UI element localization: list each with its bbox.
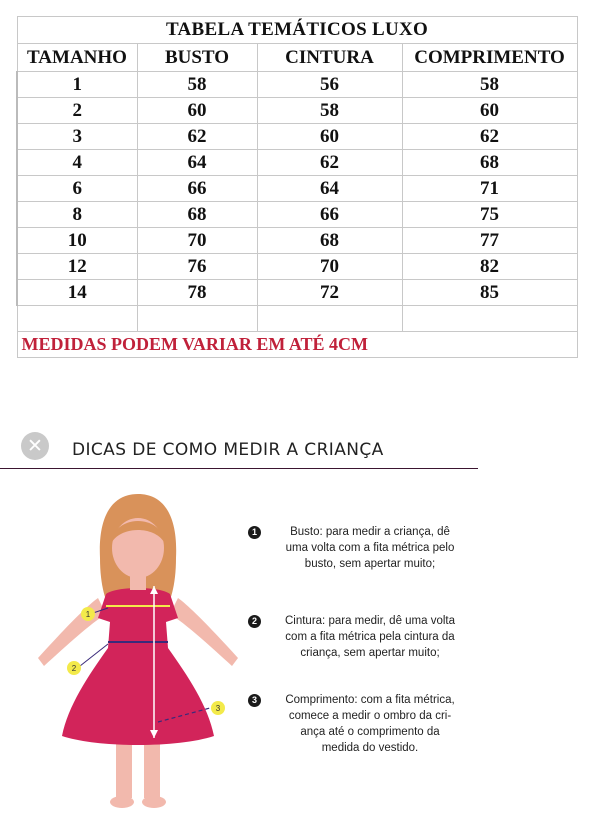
cell: 85 bbox=[402, 280, 577, 306]
cell: 78 bbox=[137, 280, 257, 306]
cell: 68 bbox=[137, 202, 257, 228]
cell: 3 bbox=[17, 124, 137, 150]
cell: 68 bbox=[402, 150, 577, 176]
tip-busto bbox=[251, 524, 475, 572]
empty-cell bbox=[137, 306, 257, 332]
blank-row bbox=[17, 306, 577, 332]
measuring-tips-section bbox=[0, 426, 600, 816]
header-tamanho: TAMANHO bbox=[17, 44, 137, 72]
cell: 66 bbox=[257, 202, 402, 228]
close-x-icon[interactable]: ✕ bbox=[21, 432, 49, 460]
tip-number-2: 2 bbox=[248, 615, 261, 628]
cell: 4 bbox=[17, 150, 137, 176]
table-row bbox=[17, 254, 577, 280]
header-busto: BUSTO bbox=[137, 44, 257, 72]
cell: 12 bbox=[17, 254, 137, 280]
tip-text-cintura: Cintura: para medir, dê uma volta com a fita métrica pela cintura da criança, sem apertar muito; bbox=[284, 615, 456, 659]
cell: 64 bbox=[257, 176, 402, 202]
table-row bbox=[17, 98, 577, 124]
cell: 14 bbox=[17, 280, 137, 306]
empty-cell bbox=[17, 306, 137, 332]
cell: 58 bbox=[402, 72, 577, 98]
cell: 72 bbox=[257, 280, 402, 306]
cell: 56 bbox=[257, 72, 402, 98]
cell: 62 bbox=[257, 150, 402, 176]
cell: 62 bbox=[137, 124, 257, 150]
cell: 82 bbox=[402, 254, 577, 280]
table-row bbox=[17, 202, 577, 228]
table-row bbox=[17, 72, 577, 98]
tips-title: DICAS DE COMO MEDIR A CRIANÇA bbox=[72, 440, 384, 460]
tip-comprimento bbox=[251, 692, 475, 756]
cell: 58 bbox=[137, 72, 257, 98]
header-cintura: CINTURA bbox=[257, 44, 402, 72]
cell: 1 bbox=[17, 72, 137, 98]
cell: 70 bbox=[137, 228, 257, 254]
cell: 76 bbox=[137, 254, 257, 280]
cell: 6 bbox=[17, 176, 137, 202]
cell: 60 bbox=[137, 98, 257, 124]
cell: 8 bbox=[17, 202, 137, 228]
size-table-sheet bbox=[16, 16, 576, 358]
cell: 62 bbox=[402, 124, 577, 150]
table-row bbox=[17, 176, 577, 202]
tip-cintura bbox=[251, 613, 475, 661]
title-divider bbox=[0, 468, 478, 469]
table-title: TABELA TEMÁTICOS LUXO bbox=[17, 17, 577, 44]
tip-text-comprimento: Comprimento: com a fita métrica, comece a medir o ombro da cri- ança até o comprimento da medida do vestido. bbox=[285, 694, 455, 754]
header-comprimento: COMPRIMENTO bbox=[402, 44, 577, 72]
table-row bbox=[17, 280, 577, 306]
cell: 60 bbox=[257, 124, 402, 150]
cell: 66 bbox=[137, 176, 257, 202]
girl-measurement-illustration bbox=[28, 486, 248, 816]
tip-number-3: 3 bbox=[248, 694, 261, 707]
marker-3-label: 3 bbox=[215, 704, 221, 713]
cell: 58 bbox=[257, 98, 402, 124]
tip-number-1: 1 bbox=[248, 526, 261, 539]
cell: 60 bbox=[402, 98, 577, 124]
marker-1-label: 1 bbox=[85, 610, 91, 619]
cell: 2 bbox=[17, 98, 137, 124]
variation-note: MEDIDAS PODEM VARIAR EM ATÉ 4CM bbox=[17, 332, 577, 358]
size-table bbox=[16, 16, 578, 358]
marker-2-label: 2 bbox=[71, 664, 77, 673]
cell: 75 bbox=[402, 202, 577, 228]
cell: 77 bbox=[402, 228, 577, 254]
empty-cell bbox=[257, 306, 402, 332]
table-header-row bbox=[17, 44, 577, 72]
table-row bbox=[17, 124, 577, 150]
table-row bbox=[17, 150, 577, 176]
cell: 71 bbox=[402, 176, 577, 202]
tip-text-busto: Busto: para medir a criança, dê uma volta com a fita métrica pelo busto, sem apertar muito; bbox=[285, 526, 455, 570]
cell: 70 bbox=[257, 254, 402, 280]
table-row bbox=[17, 228, 577, 254]
cell: 64 bbox=[137, 150, 257, 176]
empty-cell bbox=[402, 306, 577, 332]
cell: 10 bbox=[17, 228, 137, 254]
cell: 68 bbox=[257, 228, 402, 254]
